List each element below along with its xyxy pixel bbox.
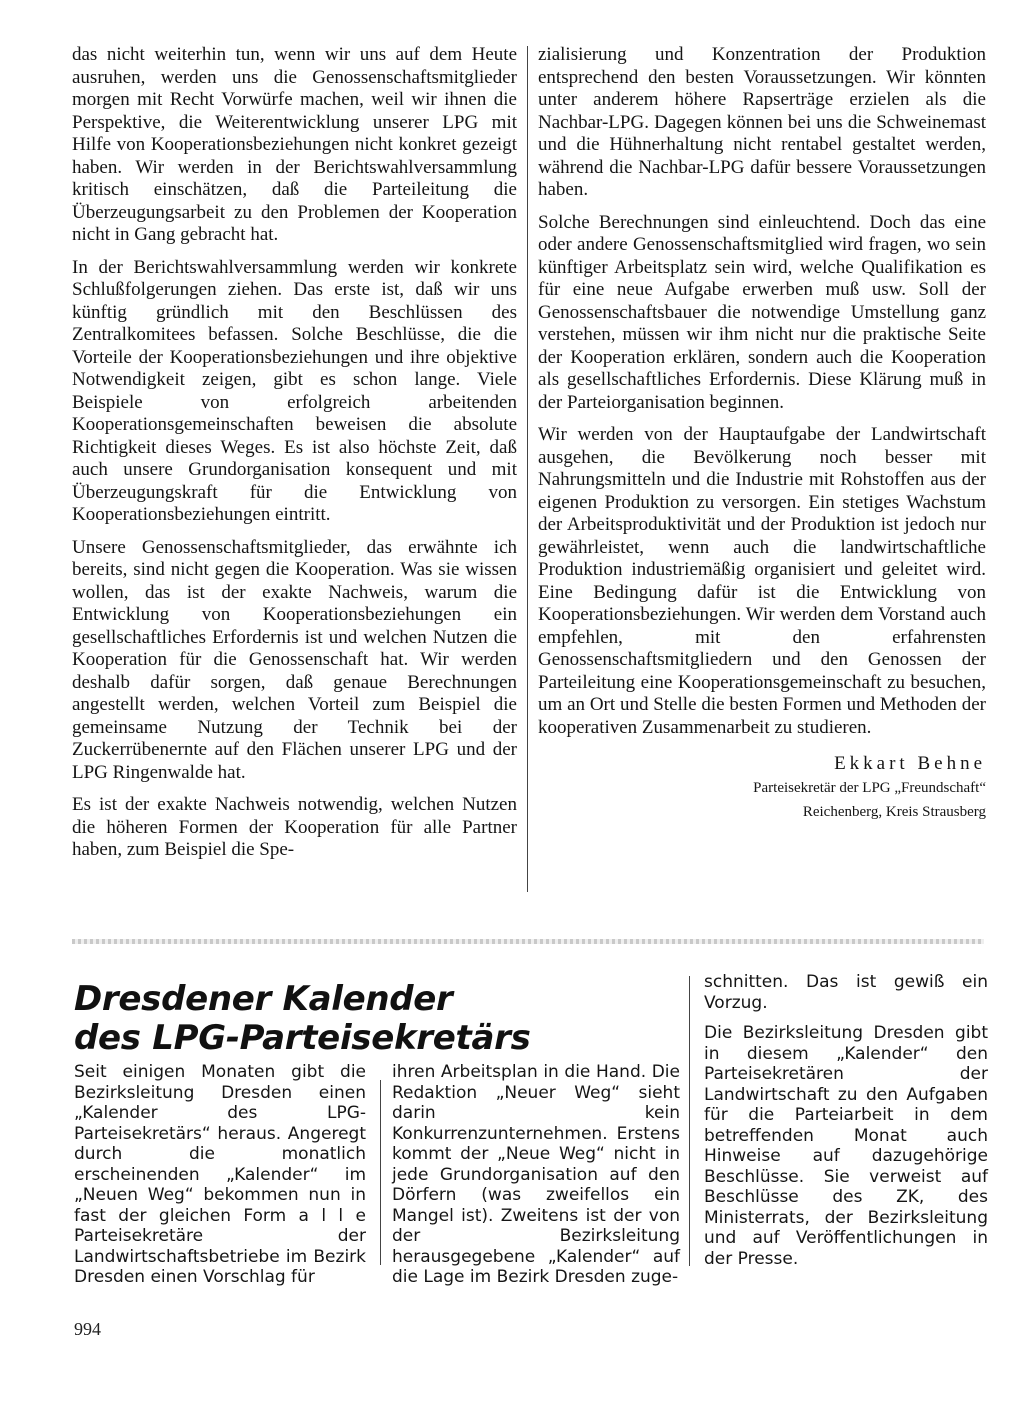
lower-article-column-1 [74,1062,366,1298]
author-role: Parteisekretär der LPG „Freundschaft“ [753,779,986,796]
paragraph: das nicht weiterhin tun, wenn wir uns auf dem Heute ausruhen, werden uns die Genossenschaftsmitglieder morgen mit Recht Vorwürfe machen, weil wir ihnen die Perspektive, die Weiterentwicklung unserer LPG mit Hilfe von Kooperationsbeziehungen nicht konkret gezeigt haben. Wir werden in der Berichtswahlversammlung kritisch einschätzen, daß die Parteileitung die Überzeugungsarbeit zu den Problemen der Kooperation nicht in Gang gebracht hat. [72,44,517,245]
paragraph: Wir werden von der Hauptaufgabe der Landwirtschaft ausgehen, die Bevölkerung noch besser mit Nahrungsmitteln und die Industrie mit Rohstoffen aus der eigenen Produktion zu versorgen. Ein stetiges Wachstum der Arbeitsproduktivität und der Produktion ist jedoch nur gewährleistet, wenn auch die landwirtschaftliche Produktion industriemäßig organisiert und geleitet wird. Eine Bedingung dafür ist die Entwicklung von Kooperationsbeziehungen. Wir werden dem Vorstand auch empfehlen, mit den erfahrensten Genossenschaftsmitgliedern und den Genossen der Parteileitung eine Kooperationsgemeinschaft zu besuchen, um an Ort und Stelle die besten Formen und Methoden der kooperativen Zusammenarbeit zu studieren. [538,424,986,738]
column-divider [527,46,528,892]
lower-article-column-3 [704,972,988,1279]
headline-line: des LPG-Parteisekretärs [74,1018,531,1058]
paragraph: Unsere Genossenschaftsmitglieder, das erwähnte ich bereits, sind nicht gegen die Kooperation. Was sie wissen wollen, das ist der exakte Nachweis, warum die Entwicklung von Kooperationsbeziehungen ein gesellschaftliches Erfordernis ist und welchen Nutzen die Kooperation für die Genossenschaft hat. Wir werden deshalb dafür sorgen, daß genaue Berechnungen angestellt werden, welchen Vorteil zum Beispiel die gemeinsame Nutzung der Technik bei der Zuckerrübenernte auf den Flächen unserer LPG und der LPG Ringenwalde hat. [72,536,517,783]
author-name: Ekkart Behne [834,753,986,774]
paragraph: Seit einigen Monaten gibt die Bezirksleitung Dresden einen „Kalender des LPG-Parteisekretärs“ heraus. Angeregt durch die monatlich erscheinenden „Kalender“ im „Neuen Weg“ bekommen nun in fast der gleichen Form a l l e Parteisekretäre der Landwirtschaftsbetriebe im Bezirk Dresden einen Vorschlag für [74,1062,366,1287]
column-divider [689,976,690,1266]
section-separator [72,939,984,944]
paragraph: Es ist der exakte Nachweis notwendig, welchen Nutzen die höheren Formen der Kooperation für alle Partner haben, zum Beispiel die Spe- [72,794,517,860]
lower-article-column-2 [392,1062,680,1298]
article-headline [74,980,674,1058]
author-signature [538,753,986,824]
paragraph: ihren Arbeitsplan in die Hand. Die Redaktion „Neuer Weg“ sieht darin kein Konkurrenzunternehmen. Erstens kommt der „Neue Weg“ nicht in jede Grundorganisation auf den Dörfern (was zweifellos ein Mangel ist). Zweitens ist der von der Bezirksleitung herausgegebene „Kalender“ auf die Lage im Bezirk Dresden zuge- [392,1062,680,1287]
paragraph: Die Bezirksleitung Dresden gibt in diesem „Kalender“ den Parteisekretären der Landwirtschaft zu den Aufgaben für die Parteiarbeit in dem betreffenden Monat auch Hinweise auf dazugehörige Beschlüsse. Sie verweist auf Beschlüsse des ZK, des Ministerrats, der Bezirksleitung und auf Veröffentlichungen in der Presse. [704,1023,988,1269]
page-number: 994 [74,1319,101,1339]
paragraph: In der Berichtswahlversammlung werden wir konkrete Schlußfolgerungen ziehen. Das erste ist, daß wir uns künftig gründlich mit den Beschlüssen des Zentralkomitees befassen. Solche Beschlüsse, die die Vorteile der Kooperationsbeziehungen und ihre objektive Notwendigkeit zeigen, gibt es schon lange. Viele Beispiele von erfolgreich arbeitenden Kooperationsgemeinschaften beweisen die absolute Richtigkeit dieses Weges. Es ist also höchste Zeit, daß auch unsere Grundorganisation konsequent und mit Überzeugungskraft für die Entwicklung von Kooperationsbeziehungen eintritt. [72,256,517,525]
upper-article-left-column [72,44,517,872]
headline-line: Dresdener Kalender [74,979,453,1019]
column-divider [380,1080,381,1265]
paragraph: Solche Berechnungen sind einleuchtend. Doch das eine oder andere Genossenschaftsmitglied wird fragen, wo sein künftiger Arbeitsplatz sein wird, welche Qualifikation es für eine neue Aufgabe erwerben muß usw. Soll der Genossenschaftsbauer die notwendige Umstellung ganz verstehen, müssen wir ihm nicht nur die praktische Seite der Kooperation erklären, sondern auch die Kooperation als gesellschaftliches Erfordernis. Diese Klärung muß in der Parteiorganisation beginnen. [538,211,986,413]
author-location: Reichenberg, Kreis Strausberg [802,803,986,820]
upper-article-right-column [538,44,986,824]
paragraph: zialisierung und Konzentration der Produktion entsprechend den besten Voraussetzungen. Wir könnten unter anderem höhere Rapserträge erzielen als die Nachbar-LPG. Dagegen können bei uns die Schweinemast und die Hühnerhaltung nicht rentabel gestaltet werden, während die Nachbar-LPG dafür bessere Voraussetzungen haben. [538,44,986,200]
paragraph: schnitten. Das ist gewiß ein Vorzug. [704,972,988,1013]
